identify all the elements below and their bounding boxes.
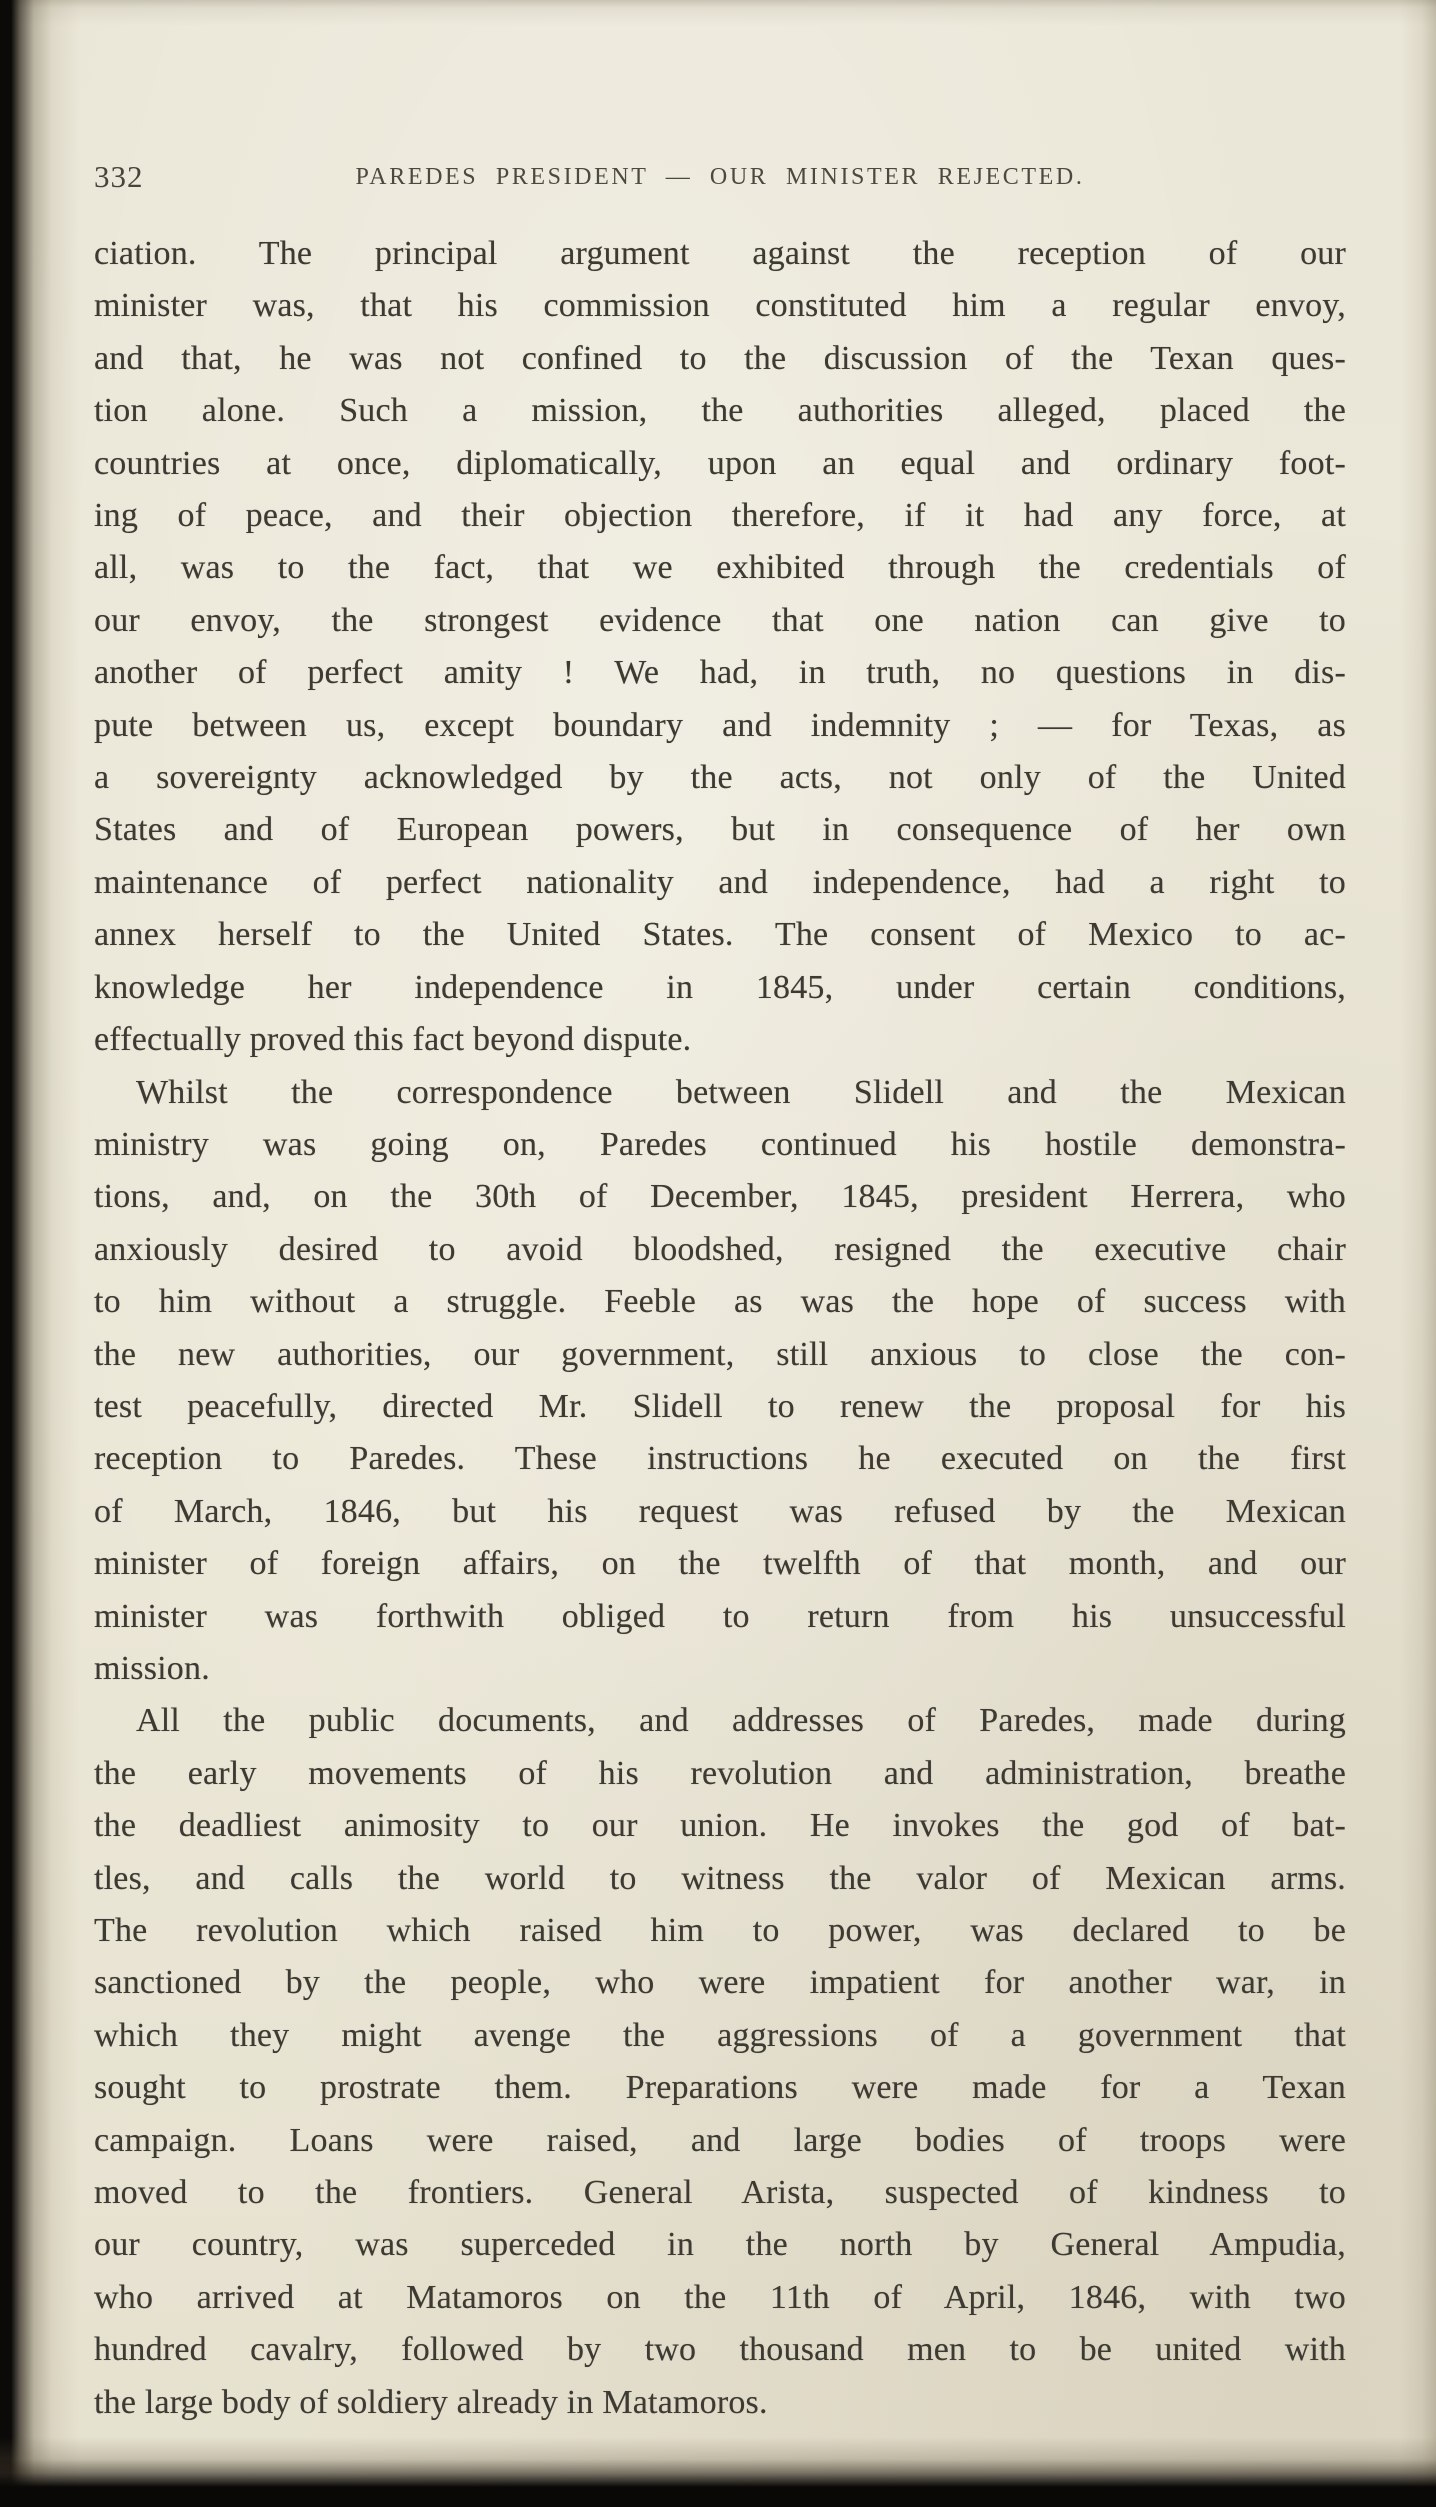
text-line: tles, and calls the world to witness the valor of Mexican arms. xyxy=(94,1859,1346,1897)
text-line: test peacefully, directed Mr. Slidell to renew the proposal for his xyxy=(94,1387,1346,1425)
text-line: of March, 1846, but his request was refused by the Mexican xyxy=(94,1492,1346,1530)
text-line: the large body of soldiery already in Matamoros. xyxy=(94,2383,768,2421)
running-head xyxy=(94,158,1346,196)
text-line: the deadliest animosity to our union. He invokes the god of bat- xyxy=(94,1807,1346,1845)
text-line: hundred cavalry, followed by two thousand men to be united with xyxy=(94,2331,1346,2369)
text-line: our envoy, the strongest evidence that one nation can give to xyxy=(94,601,1346,639)
text-line: Whilst the correspondence between Slidell and the Mexican xyxy=(136,1073,1346,1111)
page-content xyxy=(94,158,1346,2429)
text-line: moved to the frontiers. General Arista, suspected of kindness to xyxy=(94,2174,1346,2212)
page-edge-shadow-right xyxy=(1400,0,1436,2507)
text-line: who arrived at Matamoros on the 11th of April, 1846, with two xyxy=(94,2278,1346,2316)
text-line: which they might avenge the aggressions of a government that xyxy=(94,2016,1346,2054)
text-line: our country, was superceded in the north by General Ampudia, xyxy=(94,2226,1346,2264)
text-line: minister was forthwith obliged to return from his unsuccessful xyxy=(94,1597,1346,1635)
text-line: annex herself to the United States. The consent of Mexico to ac- xyxy=(94,916,1346,954)
text-line: knowledge her independence in 1845, under certain conditions, xyxy=(94,968,1346,1006)
page-number: 332 xyxy=(94,159,144,194)
text-line: sought to prostrate them. Preparations were made for a Texan xyxy=(94,2069,1346,2107)
text-line: minister of foreign affairs, on the twelfth of that month, and our xyxy=(94,1545,1346,1583)
running-title: PAREDES PRESIDENT — OUR MINISTER REJECTED. xyxy=(355,164,1085,190)
text-line: and that, he was not confined to the discussion of the Texan ques- xyxy=(94,339,1346,377)
text-line: States and of European powers, but in consequence of her own xyxy=(94,811,1346,849)
text-line: sanctioned by the people, who were impatient for another war, in xyxy=(94,1964,1346,2002)
text-line: The revolution which raised him to power, was declared to be xyxy=(94,1912,1346,1949)
text-line: the new authorities, our government, still anxious to close the con- xyxy=(94,1335,1346,1373)
text-line: reception to Paredes. These instructions he executed on the first xyxy=(94,1440,1346,1478)
page-edge-shadow-bottom xyxy=(0,2437,1436,2507)
text-line: a sovereignty acknowledged by the acts, not only of the United xyxy=(94,759,1346,797)
binding-shadow-left xyxy=(0,0,80,2507)
text-line: tion alone. Such a mission, the authorities alleged, placed the xyxy=(94,392,1346,430)
text-line: another of perfect amity ! We had, in truth, no questions in dis- xyxy=(94,654,1346,692)
text-line: tions, and, on the 30th of December, 1845, president Herrera, who xyxy=(94,1178,1346,1216)
text-line: All the public documents, and addresses of Paredes, made during xyxy=(136,1702,1346,1740)
text-line: maintenance of perfect nationality and independence, had a right to xyxy=(94,863,1346,901)
text-line: countries at once, diplomatically, upon an equal and ordinary foot- xyxy=(94,444,1346,482)
text-line: ing of peace, and their objection therefore, if it had any force, at xyxy=(94,497,1346,535)
text-line: anxiously desired to avoid bloodshed, resigned the executive chair xyxy=(94,1230,1346,1268)
text-line: minister was, that his commission constituted him a regular envoy, xyxy=(94,287,1346,325)
text-line: ciation. The principal argument against the reception of our xyxy=(94,235,1346,272)
text-line: all, was to the fact, that we exhibited through the credentials of xyxy=(94,549,1346,587)
text-line: pute between us, except boundary and indemnity ; — for Texas, as xyxy=(94,706,1346,744)
page-edge-shadow-top xyxy=(0,0,1436,26)
text-line: ministry was going on, Paredes continued his hostile demonstra- xyxy=(94,1125,1346,1163)
body-text xyxy=(94,228,1346,2429)
text-line: mission. xyxy=(94,1649,210,1687)
text-line: to him without a struggle. Feeble as was the hope of success with xyxy=(94,1283,1346,1321)
text-line: campaign. Loans were raised, and large bodies of troops were xyxy=(94,2121,1346,2159)
text-line: the early movements of his revolution and administration, breathe xyxy=(94,1754,1346,1792)
text-line: effectually proved this fact beyond dispute. xyxy=(94,1021,692,1059)
